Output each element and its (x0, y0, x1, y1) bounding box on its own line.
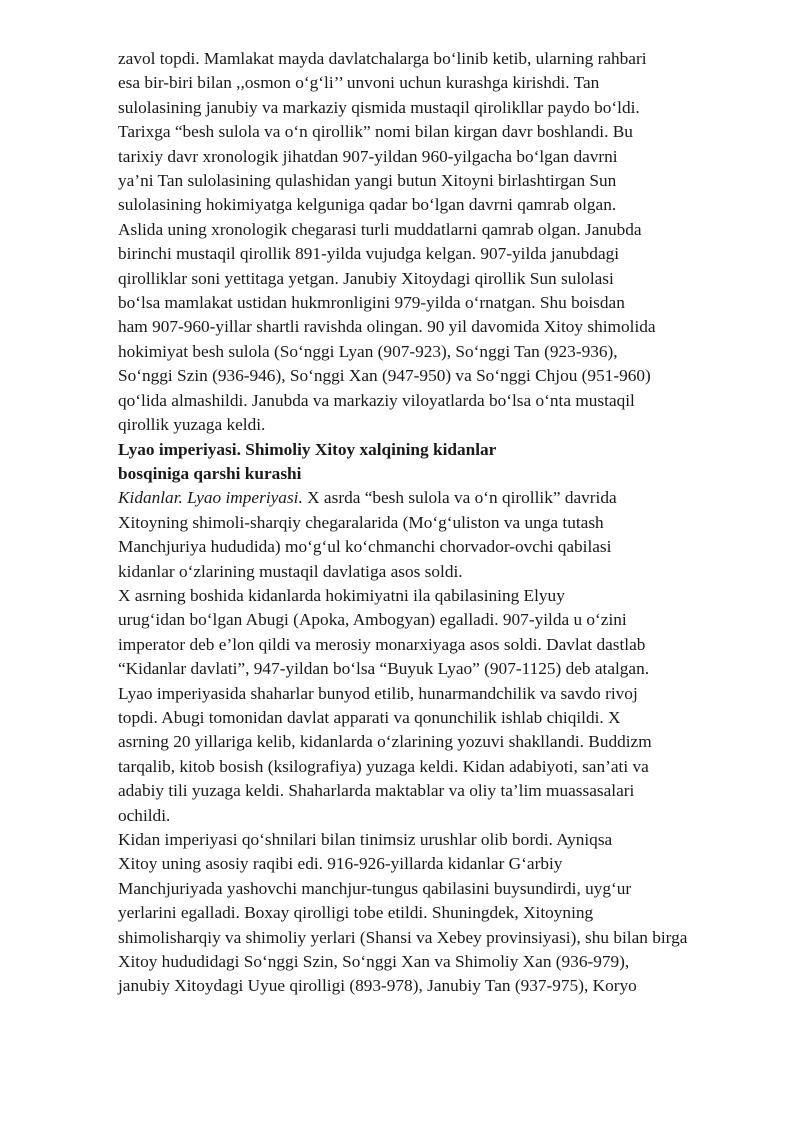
text-line: Tarixga “besh sulola va o‘n qirollik” nomi bilan kirgan davr boshlandi. Bu (118, 122, 633, 142)
text-line: zavol topdi. Mamlakat mayda davlatchalarga bo‘linib ketib, ularning rahbari (118, 49, 647, 68)
text-line (118, 486, 758, 510)
text-line: ochildi. (118, 805, 171, 825)
heading-line: Lyao imperiyasi. Shimoliy Xitoy xalqining kidanlar (118, 439, 497, 459)
document-page (118, 47, 758, 999)
paragraph-wars (118, 828, 758, 999)
paragraph-intro (118, 47, 758, 438)
text-line: tarqalib, kitob bosish (ksilografiya) yuzaga keldi. Kidan adabiyoti, san’ati va (118, 756, 649, 776)
text-line: Aslida uning xronologik chegarasi turli muddatlarni qamrab olgan. Janubda (118, 219, 642, 239)
text-line: tarixiy davr xronologik jihatdan 907-yildan 960-yilgacha bo‘lgan davrni (118, 146, 618, 166)
lead-rest: X asrda “besh sulola va o‘n qirollik” davrida (302, 488, 617, 508)
italic-lead: Kidanlar. Lyao imperiyasi. (118, 488, 303, 508)
text-line: janubiy Xitoydagi Uyue qirolligi (893-978), Janubiy Tan (937-975), Koryo (118, 976, 637, 996)
text-line: X asrning boshida kidanlarda hokimiyatni ila qabilasining Elyuy (118, 585, 565, 605)
text-line: Xitoyning shimoli-sharqiy chegaralarida (Mo‘g‘uliston va unga tutash (118, 512, 604, 532)
text-line: birinchi mustaqil qirollik 891-yilda vujudga kelgan. 907-yilda janubdagi (118, 244, 620, 264)
text-line: ham 907-960-yillar shartli ravishda olingan. 90 yil davomida Xitoy shimolida (118, 317, 656, 337)
text-line: Manchjuriya hududida) mo‘g‘ul ko‘chmanchi chorvador-ovchi qabilasi (118, 537, 612, 557)
paragraph-abugi (118, 584, 758, 828)
text-line: topdi. Abugi tomonidan davlat apparati va qonunchilik ishlab chiqildi. X (118, 707, 621, 727)
text-line: sulolasining janubiy va markaziy qismida mustaqil qirolikllar paydo bo‘ldi. (118, 97, 640, 117)
text-line: qirolliklar soni yettitaga yetgan. Janubiy Xitoydagi qirollik Sun sulolasi (118, 268, 614, 288)
text-line: asrning 20 yillariga kelib, kidanlarda o‘zlarining yozuvi shakllandi. Buddizm (118, 732, 652, 752)
text-line: So‘nggi Szin (936-946), So‘nggi Xan (947-950) va So‘nggi Chjou (951-960) (118, 366, 651, 386)
text-line: imperator deb e’lon qildi va merosiy monarxiyaga asos soldi. Davlat dastlab (118, 634, 646, 654)
text-line: sulolasining hokimiyatga kelguniga qadar bo‘lgan davrni qamrab olgan. (118, 195, 617, 215)
text-line: hokimiyat besh sulola (So‘nggi Lyan (907-923), So‘nggi Tan (923-936), (118, 341, 618, 361)
text-line: Xitoy uning asosiy raqibi edi. 916-926-yillarda kidanlar G‘arbiy (118, 854, 563, 874)
text-line: bo‘lsa mamlakat ustidan hukmronligini 979-yilda o‘rnatgan. Shu boisdan (118, 293, 625, 313)
text-line: ya’ni Tan sulolasining qulashidan yangi butun Xitoyni birlashtirgan Sun (118, 171, 617, 191)
paragraph-kidanlar (118, 486, 758, 584)
heading-line: bosqiniga qarshi kurashi (118, 463, 302, 483)
text-line: adabiy tili yuzaga keldi. Shaharlarda maktablar va oliy ta’lim muassasalari (118, 781, 635, 801)
text-line: Lyao imperiyasida shaharlar bunyod etilib, hunarmandchilik va savdo rivoj (118, 683, 638, 703)
text-line: Kidan imperiyasi qo‘shnilari bilan tinimsiz urushlar olib bordi. Ayniqsa (118, 830, 613, 849)
text-line: qo‘lida almashildi. Janubda va markaziy viloyatlarda bo‘lsa o‘nta mustaqil (118, 390, 635, 410)
text-line: urug‘idan bo‘lgan Abugi (Apoka, Ambogyan) egalladi. 907-yilda u o‘zini (118, 610, 627, 630)
text-line: Manchjuriyada yashovchi manchjur-tungus qabilasini buysundirdi, uyg‘ur (118, 878, 632, 898)
text-line: Xitoy hududidagi So‘nggi Szin, So‘nggi Xan va Shimoliy Xan (936-979), (118, 952, 630, 972)
text-line: esa bir-biri bilan ,,osmon o‘g‘li’’ unvoni uchun kurashga kirishdi. Tan (118, 73, 600, 93)
section-heading (118, 438, 758, 487)
text-line: shimolisharqiy va shimoliy yerlari (Shansi va Xebey provinsiyasi), shu bilan birga (118, 927, 688, 947)
text-line: yerlarini egalladi. Boxay qirolligi tobe etildi. Shuningdek, Xitoyning (118, 903, 594, 923)
text-line: kidanlar o‘zlarining mustaqil davlatiga asos soldi. (118, 561, 463, 581)
text-line: “Kidanlar davlati”, 947-yildan bo‘lsa “Buyuk Lyao” (907-1125) deb atalgan. (118, 659, 650, 679)
text-line: qirollik yuzaga keldi. (118, 415, 266, 435)
